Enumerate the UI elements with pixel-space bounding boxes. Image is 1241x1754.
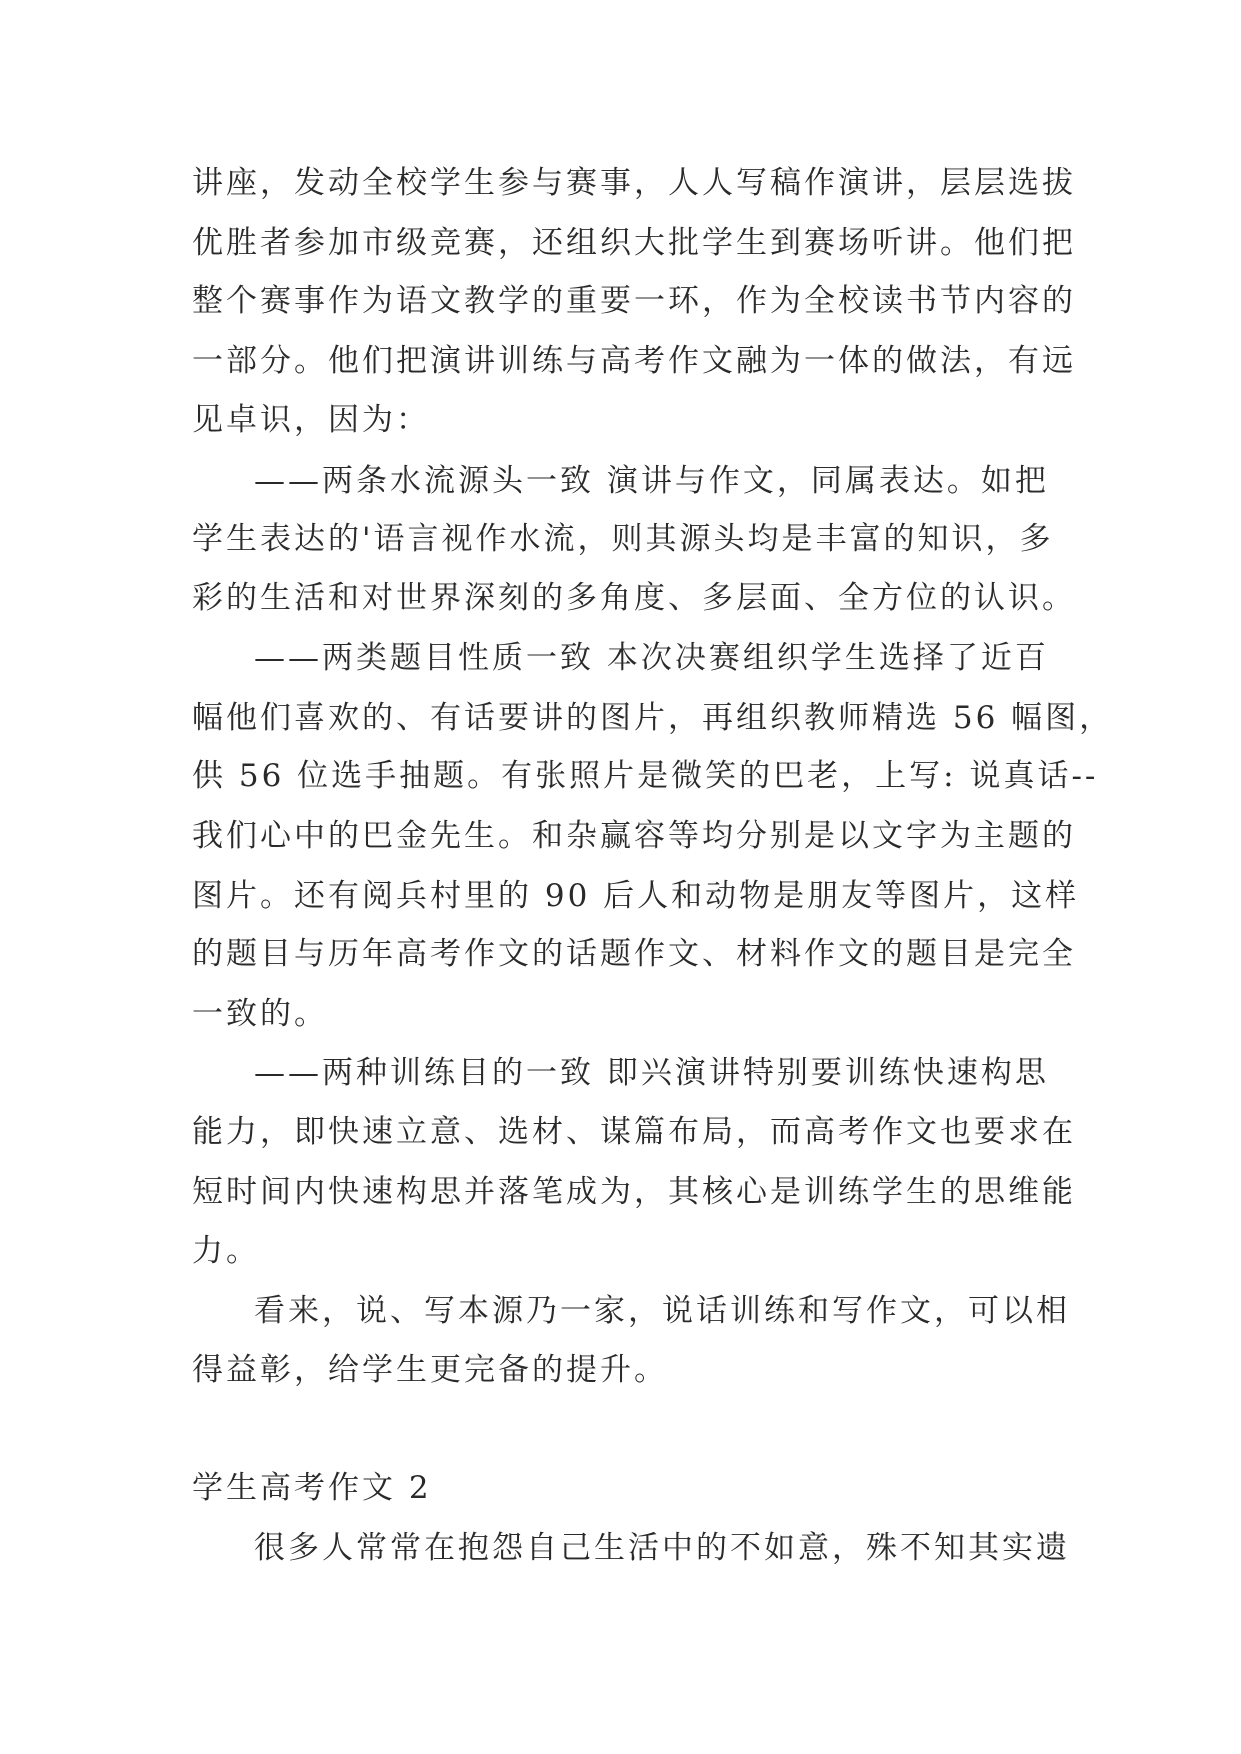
- body-text-line: 整个赛事作为语文教学的重要一环，作为全校读书节内容的: [192, 283, 1076, 319]
- body-text-line: 的题目与历年高考作文的话题作文、材料作文的题目是完全: [192, 936, 1076, 972]
- body-text-line: 讲座，发动全校学生参与赛事，人人写稿作演讲，层层选拔: [192, 165, 1076, 201]
- body-text-line: 我们心中的巴金先生。和杂赢容等均分别是以文字为主题的: [192, 818, 1076, 854]
- section-title: 学生高考作文 2: [192, 1470, 432, 1506]
- paragraph-point-three: ——两种训练目的一致 即兴演讲特别要训练快速构思: [254, 1055, 1049, 1091]
- body-text-line: 图片。还有阅兵村里的 90 后人和动物是朋友等图片，这样: [192, 878, 1080, 914]
- body-text-line: 力。: [192, 1233, 260, 1269]
- paragraph-point-two: ——两类题目性质一致 本次决赛组织学生选择了近百: [254, 640, 1049, 676]
- body-text-line: 一致的。: [192, 996, 328, 1032]
- body-text-line: 幅他们喜欢的、有话要讲的图片，再组织教师精选 56 幅图，: [192, 700, 1114, 736]
- body-text-line: 得益彰，给学生更完备的提升。: [192, 1352, 668, 1388]
- paragraph-conclusion: 看来，说、写本源乃一家，说话训练和写作文，可以相: [254, 1293, 1070, 1329]
- body-text-line: 见卓识，因为：: [192, 402, 430, 438]
- paragraph-point-one: ——两条水流源头一致 演讲与作文，同属表达。如把: [254, 463, 1049, 499]
- body-text-line: 彩的生活和对世界深刻的多角度、多层面、全方位的认识。: [192, 580, 1076, 616]
- body-text-line: 能力，即快速立意、选材、谋篇布局，而高考作文也要求在: [192, 1114, 1076, 1150]
- paragraph-start: 很多人常常在抱怨自己生活中的不如意，殊不知其实遗: [254, 1530, 1070, 1566]
- body-text-line: 一部分。他们把演讲训练与高考作文融为一体的做法，有远: [192, 343, 1076, 379]
- body-text-line: 学生表达的'语言视作水流，则其源头均是丰富的知识，多: [192, 521, 1054, 557]
- body-text-line: 优胜者参加市级竞赛，还组织大批学生到赛场听讲。他们把: [192, 225, 1076, 261]
- body-text-line: 供 56 位选手抽题。有张照片是微笑的巴老，上写: 说真话--: [192, 758, 1099, 794]
- body-text-line: 短时间内快速构思并落笔成为，其核心是训练学生的思维能: [192, 1174, 1076, 1210]
